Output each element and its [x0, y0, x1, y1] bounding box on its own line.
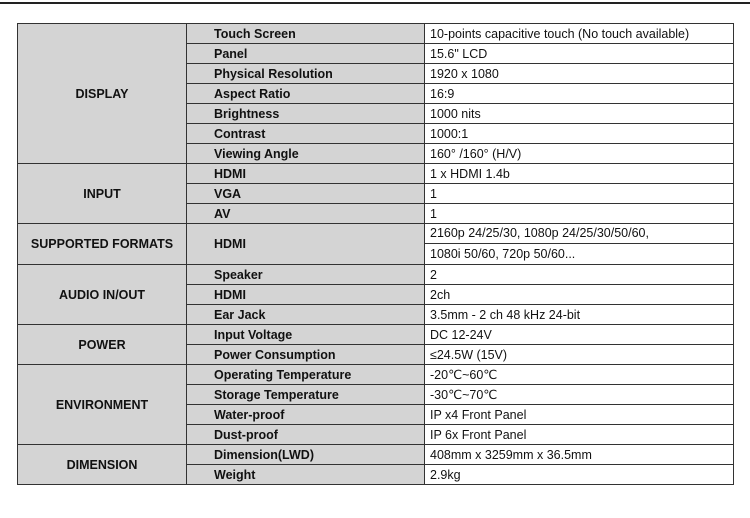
top-rule — [0, 2, 750, 4]
spec-key: Power Consumption — [187, 345, 425, 365]
spec-key: Speaker — [187, 265, 425, 285]
spec-key: HDMI — [187, 164, 425, 184]
spec-value: DC 12-24V — [425, 325, 734, 345]
spec-key: Dust-proof — [187, 425, 425, 445]
spec-value: 10-points capacitive touch (No touch available) — [425, 24, 734, 44]
spec-value: -20℃~60℃ — [425, 365, 734, 385]
section-category: POWER — [18, 325, 187, 365]
section-category: INPUT — [18, 164, 187, 224]
spec-table — [17, 23, 734, 485]
spec-key: Ear Jack — [187, 305, 425, 325]
spec-value: 16:9 — [425, 84, 734, 104]
spec-row — [18, 224, 734, 265]
spec-row — [18, 265, 734, 285]
spec-table-body — [18, 24, 734, 485]
spec-row — [18, 164, 734, 184]
spec-value: 2ch — [425, 285, 734, 305]
spec-key: Operating Temperature — [187, 365, 425, 385]
spec-value: IP 6x Front Panel — [425, 425, 734, 445]
section-category: AUDIO IN/OUT — [18, 265, 187, 325]
spec-value-multiline — [425, 224, 734, 265]
spec-row — [18, 445, 734, 465]
spec-key: Input Voltage — [187, 325, 425, 345]
spec-value: -30℃~70℃ — [425, 385, 734, 405]
spec-key: Contrast — [187, 124, 425, 144]
spec-key: Brightness — [187, 104, 425, 124]
spec-row — [18, 325, 734, 345]
spec-key: Viewing Angle — [187, 144, 425, 164]
spec-key: Water-proof — [187, 405, 425, 425]
spec-key: Dimension(LWD) — [187, 445, 425, 465]
spec-value: 160° /160° (H/V) — [425, 144, 734, 164]
spec-key: AV — [187, 204, 425, 224]
spec-value: 1000:1 — [425, 124, 734, 144]
spec-value: ≤24.5W (15V) — [425, 345, 734, 365]
spec-value: 2 — [425, 265, 734, 285]
spec-value: 1920 x 1080 — [425, 64, 734, 84]
spec-key: Aspect Ratio — [187, 84, 425, 104]
spec-value: 15.6" LCD — [425, 44, 734, 64]
spec-key: Storage Temperature — [187, 385, 425, 405]
spec-key: VGA — [187, 184, 425, 204]
spec-value-line: 1080i 50/60, 720p 50/60... — [430, 247, 576, 261]
section-category: DIMENSION — [18, 445, 187, 485]
spec-value: 1 x HDMI 1.4b — [425, 164, 734, 184]
spec-value: 408mm x 3259mm x 36.5mm — [425, 445, 734, 465]
section-category: DISPLAY — [18, 24, 187, 164]
spec-key: HDMI — [187, 224, 425, 265]
section-category: ENVIRONMENT — [18, 365, 187, 445]
spec-value: IP x4 Front Panel — [425, 405, 734, 425]
spec-value: 2.9kg — [425, 465, 734, 485]
spec-row — [18, 24, 734, 44]
spec-value-line: 2160p 24/25/30, 1080p 24/25/30/50/60, — [425, 224, 733, 244]
spec-row — [18, 365, 734, 385]
spec-key: Panel — [187, 44, 425, 64]
spec-key: HDMI — [187, 285, 425, 305]
spec-key: Physical Resolution — [187, 64, 425, 84]
spec-key: Touch Screen — [187, 24, 425, 44]
spec-value: 1 — [425, 184, 734, 204]
spec-value: 1 — [425, 204, 734, 224]
spec-value: 1000 nits — [425, 104, 734, 124]
spec-key: Weight — [187, 465, 425, 485]
spec-value: 3.5mm - 2 ch 48 kHz 24-bit — [425, 305, 734, 325]
section-category: SUPPORTED FORMATS — [18, 224, 187, 265]
